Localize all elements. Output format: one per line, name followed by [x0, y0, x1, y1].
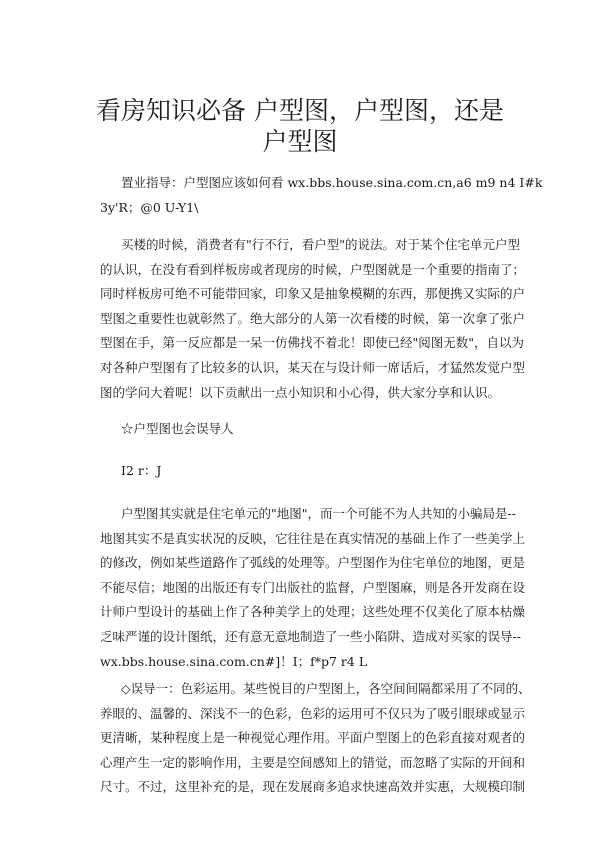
text-line: 尺寸。不过，这里补充的是，现在发展商多追求快速高效并实惠，大规模印制	[100, 779, 526, 795]
text-line: 对各种户型图有了比较多的认识，某天在与设计师一席话后，才猛然发觉户型	[100, 359, 526, 375]
text-line: I2 r：J	[121, 463, 162, 478]
text-line: 养眼的、温馨的、深浅不一的色彩，色彩的运用可不仅只为了吸引眼球或显示	[100, 705, 526, 721]
text-line: 型图之重要性也就彰然了。绝大部分的人第一次看楼的时候，第一次拿了张户	[100, 310, 526, 326]
paragraph-fragment	[100, 459, 510, 484]
text-line: 乏味严谨的设计图纸，还有意无意地制造了一些小陷阱、造成对买家的误导--	[100, 628, 521, 644]
paragraph-guide	[100, 171, 543, 220]
text-line: 买楼的时候，消费者有"行不行，看户型"的说法。对于某个住宅单元户型	[121, 237, 521, 252]
text-line: 的修改，例如某些道路作了弧线的处理等。户型图作为住宅单位的地图，更是	[100, 555, 526, 571]
text-line: 置业指导：户型图应该如何看 wx.bbs.house.sina.com.cn,a6 m9 n4 I#k	[121, 175, 543, 190]
text-line: 图的学问大着呢！以下贡献出一点小知识和小心得，供大家分享和认识。	[100, 384, 501, 400]
text-line: ◇误导一：色彩运用。某些悦目的户型图上，各空间间隔都采用了不同的、	[121, 681, 531, 696]
text-line: 计师户型设计的基础上作了各种美学上的处理；这些处理不仅美化了原本枯燥	[100, 604, 526, 620]
section-heading	[100, 417, 510, 442]
text-line: 地图其实不是真实状况的反映，它往往是在真实情况的基础上作了一些美学上	[100, 530, 526, 546]
paragraph-map-analogy	[100, 502, 526, 674]
text-line: 更清晰，某种程度上是一种视觉心理作用。平面户型图上的色彩直接对观者的	[100, 730, 526, 746]
paragraph-intro	[100, 233, 526, 405]
text-line: 不能尽信；地图的出版还有专门出版社的监督，户型图麻，则是各开发商在设	[100, 579, 526, 595]
text-line: ☆户型图也会误导人	[121, 421, 234, 436]
title-line-1: 看房知识必备 户型图，户型图，还是	[96, 95, 504, 125]
text-line: wx.bbs.house.sina.com.cn#]！I；f*p7 r4 L	[100, 653, 368, 669]
text-line: 的认识，在没有看到样板房或者现房的时候，户型图就是一个重要的指南了；	[100, 261, 526, 277]
text-line: 型图在手，第一反应都是一呆一仿佛找不着北！即使已经"阅图无数"，自以为	[100, 335, 525, 351]
title-line-2: 户型图	[262, 126, 338, 156]
page-title	[60, 95, 540, 157]
text-line: 3y'R；@0 U-Y1\	[100, 199, 199, 215]
paragraph-misleading-1	[100, 677, 531, 800]
text-line: 心理产生一定的影响作用，主要是空间感知上的错觉，而忽略了实际的开间和	[100, 754, 526, 770]
text-line: 户型图其实就是住宅单元的"地图"，而一个可能不为人共知的小骗局是--	[121, 506, 516, 521]
text-line: 同时样板房可绝不可能带回家，印象又是抽象模糊的东西，那便携又实际的户	[100, 286, 526, 302]
